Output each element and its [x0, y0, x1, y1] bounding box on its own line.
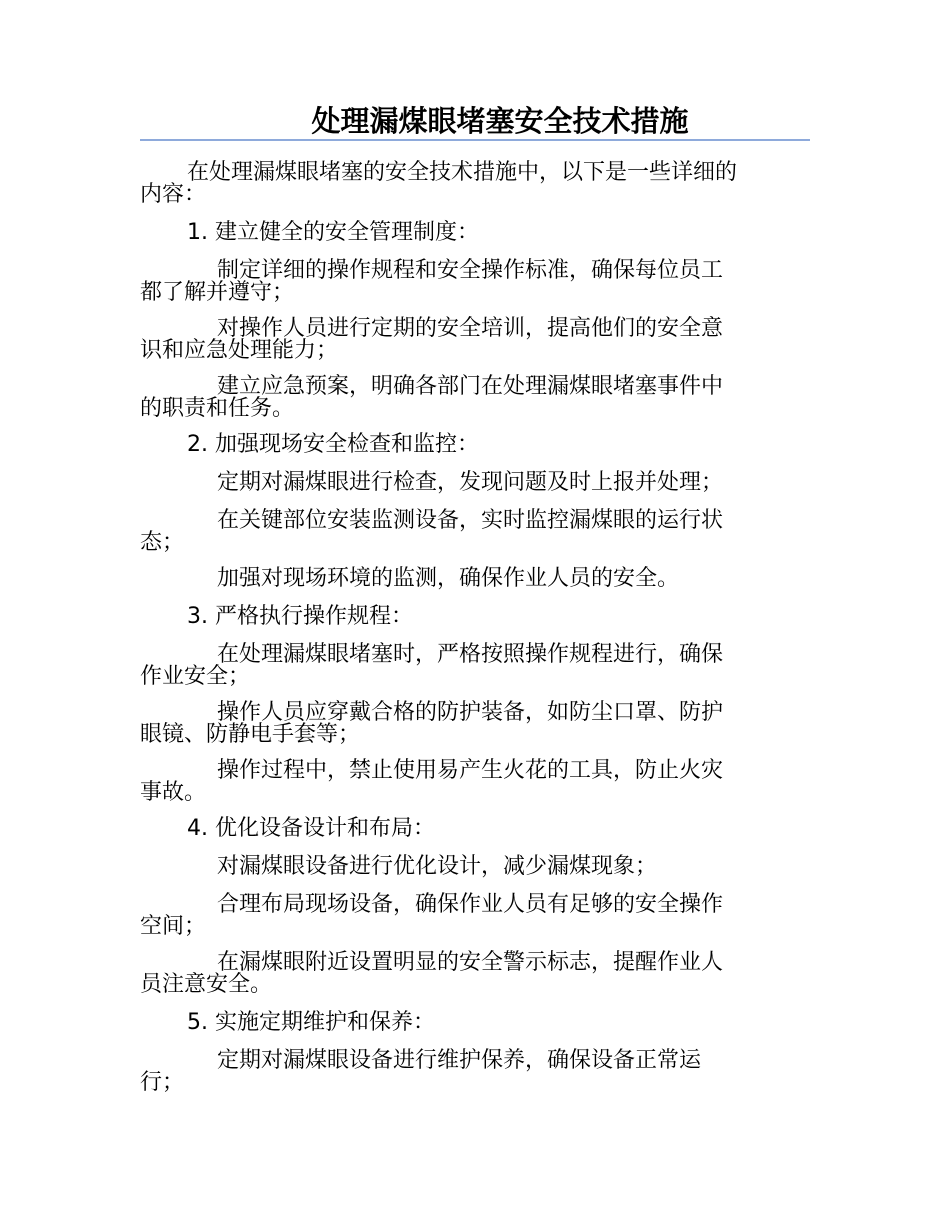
- section-4-item-3-line-1: 在漏煤眼附近设置明显的安全警示标志，提醒作业人: [217, 950, 724, 975]
- section-3-item-1-line-2: 作业安全；: [140, 664, 251, 689]
- section-3-item-2-line-2: 眼镜、防静电手套等；: [140, 722, 361, 747]
- section-4-item-2-line-2: 空间；: [140, 914, 207, 939]
- section-4-item-2-line-1: 合理布局现场设备，确保作业人员有足够的安全操作: [217, 892, 724, 917]
- section-5-item-1-line-1: 定期对漏煤眼设备进行维护保养，确保设备正常运: [217, 1048, 702, 1073]
- section-2-heading: 2. 加强现场安全检查和监控：: [187, 432, 479, 457]
- section-4-item-3-line-2: 员注意安全。: [140, 972, 273, 997]
- section-5-heading: 5. 实施定期维护和保养：: [187, 1010, 435, 1035]
- section-1-heading: 1. 建立健全的安全管理制度：: [187, 220, 479, 245]
- section-1-item-1-line-2: 都了解并遵守；: [140, 280, 295, 305]
- section-3-item-2-line-1: 操作人员应穿戴合格的防护装备，如防尘口罩、防护: [217, 700, 724, 725]
- intro-line-1: 在处理漏煤眼堵塞的安全技术措施中，以下是一些详细的: [187, 160, 738, 185]
- section-1-item-1-line-1: 制定详细的操作规程和安全操作标准，确保每位员工: [217, 258, 724, 283]
- section-5-item-1-line-2: 行；: [140, 1070, 185, 1095]
- section-1-item-2-line-2: 识和应急处理能力；: [140, 338, 339, 363]
- section-2-item-1-line-1: 定期对漏煤眼进行检查，发现问题及时上报并处理；: [217, 470, 724, 495]
- title-underline: [140, 139, 810, 141]
- section-2-item-2-line-1: 在关键部位安装监测设备，实时监控漏煤眼的运行状: [217, 508, 724, 533]
- section-1-item-2-line-1: 对操作人员进行定期的安全培训，提高他们的安全意: [217, 316, 724, 341]
- section-3-item-1-line-1: 在处理漏煤眼堵塞时，严格按照操作规程进行，确保: [217, 642, 724, 667]
- section-4-heading: 4. 优化设备设计和布局：: [187, 816, 435, 841]
- section-1-item-3-line-1: 建立应急预案，明确各部门在处理漏煤眼堵塞事件中: [217, 374, 724, 399]
- document-title: 处理漏煤眼堵塞安全技术措施: [311, 104, 689, 138]
- section-2-item-3-line-1: 加强对现场环境的监测，确保作业人员的安全。: [217, 566, 680, 591]
- section-3-heading: 3. 严格执行操作规程：: [187, 604, 413, 629]
- section-3-item-3-line-2: 事故。: [140, 780, 207, 805]
- section-1-item-3-line-2: 的职责和任务。: [140, 396, 295, 421]
- section-4-item-1-line-1: 对漏煤眼设备进行优化设计，减少漏煤现象；: [217, 854, 658, 879]
- intro-line-2: 内容：: [140, 182, 207, 207]
- section-2-item-2-line-2: 态；: [140, 530, 185, 555]
- section-3-item-3-line-1: 操作过程中，禁止使用易产生火花的工具，防止火灾: [217, 758, 724, 783]
